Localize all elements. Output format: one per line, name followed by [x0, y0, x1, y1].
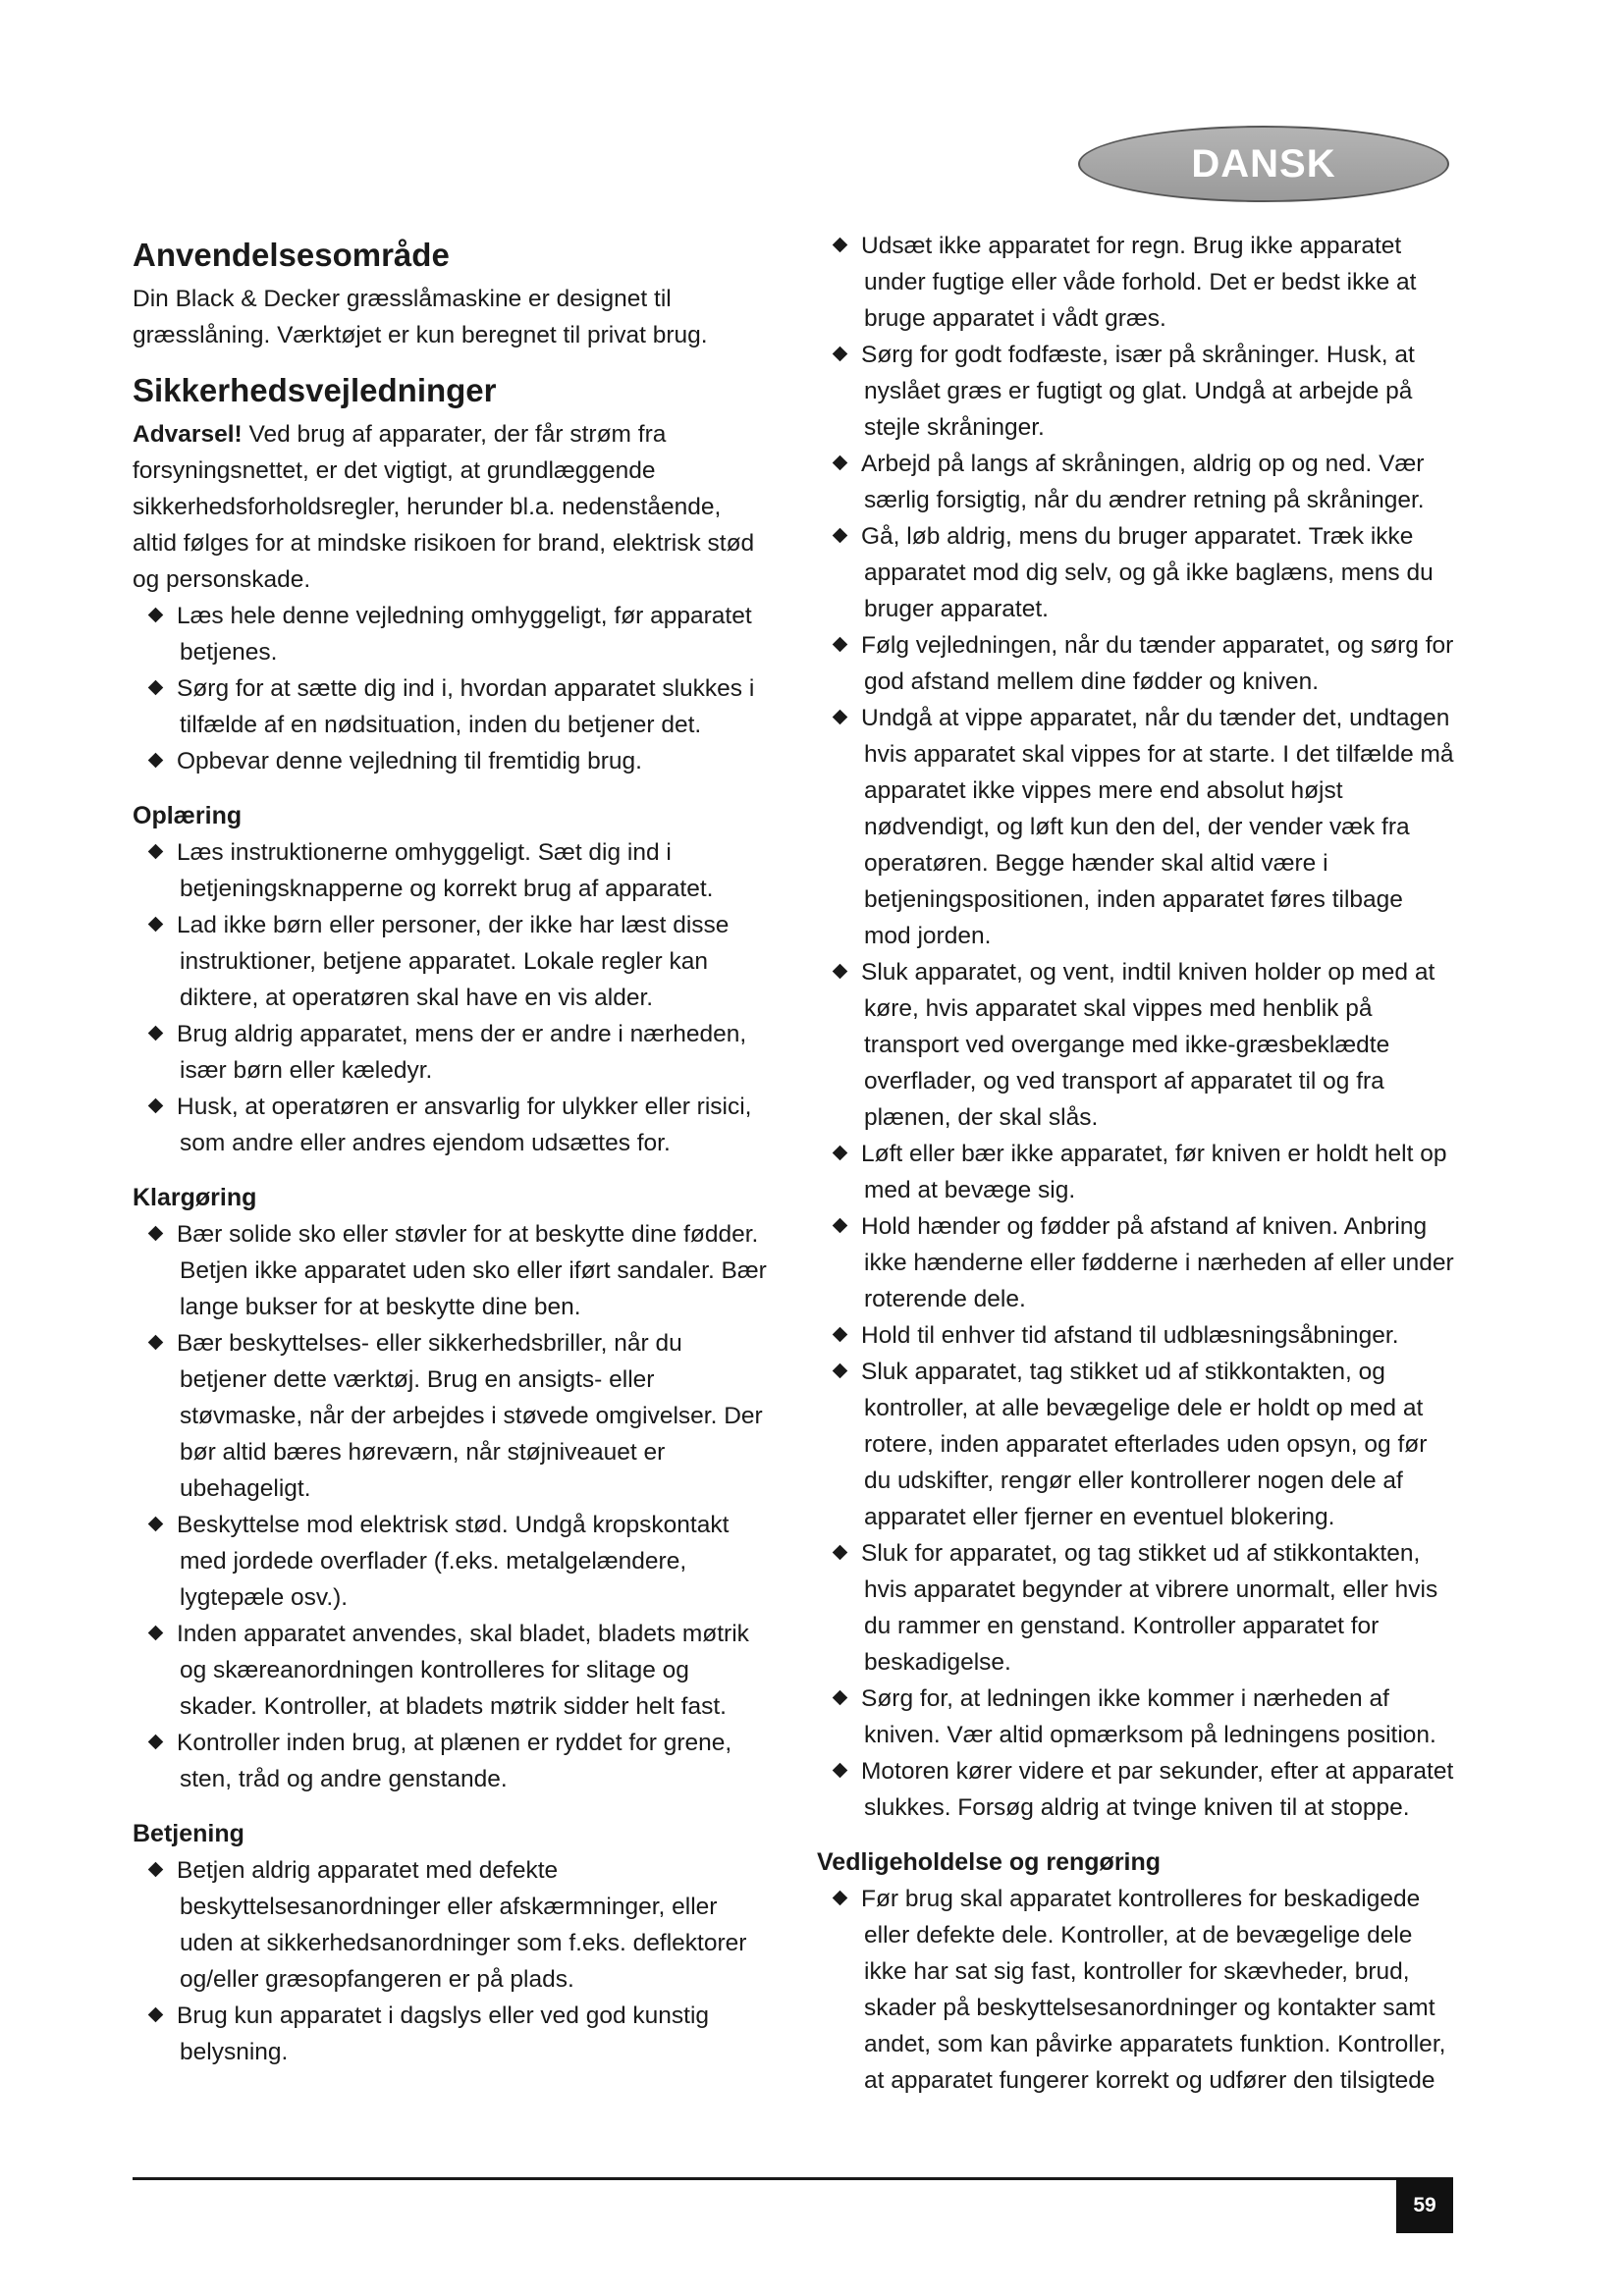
- bullet-icon: [833, 1891, 848, 1906]
- list-item: Sluk apparatet, og vent, indtil kniven holder op med at køre, hvis apparatet skal vippes med henblik på transport ved overgange med ikke-græsbeklædte overflader, og ved transport af apparatet til og fra plænen, der skal slås.: [817, 954, 1455, 1136]
- bullet-icon: [833, 1690, 848, 1706]
- list-item: Inden apparatet anvendes, skal bladet, bladets møtrik og skæreanordningen kontrolleres for slitage og skader. Kontroller, at bladets møtrik sidder helt fast.: [133, 1616, 771, 1725]
- bullet-icon: [833, 710, 848, 725]
- bullet-icon: [833, 1545, 848, 1561]
- bullet-icon: [148, 680, 164, 696]
- warning-text: Ved brug af apparater, der får strøm fra forsyningsnettet, er det vigtigt, at grundlæggende sikkerhedsforholdsregler, herunder bl.a. nedenstående, altid følges for at mindske risikoen for brand, elektrisk stød og personskade.: [133, 421, 755, 593]
- language-label: DANSK: [1191, 141, 1336, 186]
- bullet-icon: [833, 1363, 848, 1379]
- list-item: Undgå at vippe apparatet, når du tænder det, undtagen hvis apparatet skal vippes for at starte. I det tilfælde må apparatet ikke vippes mere end absolut højst nødvendigt, og løft kun den del, der vender væk fra operatøren. Begge hænder skal altid være i betjeningspositionen, inden apparatet føres tilbage mod jorden.: [817, 700, 1455, 954]
- preparation-heading: Klargøring: [133, 1184, 257, 1211]
- list-item: Sørg for godt fodfæste, især på skråninger. Husk, at nyslået græs er fugtigt og glat. Undgå at arbejde på stejle skråninger.: [817, 337, 1455, 446]
- maintenance-heading: Vedligeholdelse og rengøring: [817, 1848, 1162, 1876]
- list-item: Bær beskyttelses- eller sikkerhedsbriller, når du betjener dette værktøj. Brug en ansigts- eller støvmaske, når der arbejdes i støvede omgivelser. Der bør altid bæres høreværn, når støjniveauet er ubehageligt.: [133, 1325, 771, 1507]
- bullet-icon: [148, 1517, 164, 1532]
- bullet-icon: [833, 238, 848, 253]
- page-number: 59: [1396, 2178, 1453, 2233]
- intended-use-heading: Anvendelsesområde: [133, 237, 450, 273]
- list-item: Sørg for at sætte dig ind i, hvordan apparatet slukkes i tilfælde af en nødsituation, inden du betjener det.: [133, 670, 771, 743]
- list-item: Betjen aldrig apparatet med defekte beskyttelsesanordninger eller afskærmninger, eller uden at sikkerhedsanordninger som f.eks. deflektorer og/eller græsopfangeren er på plads.: [133, 1852, 771, 1998]
- operation-list: [133, 1852, 771, 2070]
- bullet-icon: [148, 1626, 164, 1641]
- bullet-icon: [833, 1146, 848, 1161]
- list-item: Løft eller bær ikke apparatet, før kniven er holdt helt op med at bevæge sig.: [817, 1136, 1455, 1208]
- list-item: Hold hænder og fødder på afstand af kniven. Anbring ikke hænderne eller fødderne i nærheden af eller under roterende dele.: [817, 1208, 1455, 1317]
- list-item: Læs instruktionerne omhyggeligt. Sæt dig ind i betjeningsknapperne og korrekt brug af apparatet.: [133, 834, 771, 907]
- list-item: Før brug skal apparatet kontrolleres for beskadigede eller defekte dele. Kontroller, at de bevægelige dele ikke har sat sig fast, kontroller for skævheder, brud, skader på beskyttelsesanordninger og kontakter samt andet, som kan påvirke apparatets funktion. Kontroller, at apparatet fungerer korrekt og udfører den tilsigtede: [817, 1881, 1455, 2099]
- bullet-icon: [148, 1862, 164, 1878]
- right-column: [817, 228, 1455, 2099]
- language-badge: [1078, 126, 1449, 202]
- bullet-icon: [833, 1327, 848, 1343]
- bullet-icon: [833, 528, 848, 544]
- list-item: Arbejd på langs af skråningen, aldrig op og ned. Vær særlig forsigtig, når du ændrer retning på skråninger.: [817, 446, 1455, 518]
- bullet-icon: [833, 347, 848, 362]
- bullet-icon: [148, 608, 164, 623]
- list-item: Følg vejledningen, når du tænder apparatet, og sørg for god afstand mellem dine fødder og kniven.: [817, 627, 1455, 700]
- list-item: Motoren kører videre et par sekunder, efter at apparatet slukkes. Forsøg aldrig at tvinge kniven til at stoppe.: [817, 1753, 1455, 1826]
- preparation-list: [133, 1216, 771, 1797]
- list-item: Sluk for apparatet, og tag stikket ud af stikkontakten, hvis apparatet begynder at vibrere unormalt, eller hvis du rammer en genstand. Kontroller apparatet for beskadigelse.: [817, 1535, 1455, 1681]
- bullet-icon: [148, 1735, 164, 1750]
- list-item: Sluk apparatet, tag stikket ud af stikkontakten, og kontroller, at alle bevægelige dele er holdt op med at rotere, inden apparatet efterlades uden opsyn, og før du udskifter, rengør eller kontrollerer nogen dele af apparatet eller fjerner en eventuel blokering.: [817, 1354, 1455, 1535]
- bullet-icon: [833, 455, 848, 471]
- bullet-icon: [148, 917, 164, 933]
- training-list: [133, 834, 771, 1161]
- list-item: Læs hele denne vejledning omhyggeligt, før apparatet betjenes.: [133, 598, 771, 670]
- bullet-icon: [148, 1098, 164, 1114]
- bullet-icon: [833, 1763, 848, 1779]
- training-heading: Oplæring: [133, 802, 243, 829]
- left-column: [133, 228, 771, 2070]
- safety-list: [133, 598, 771, 779]
- warning-label: Advarsel!: [133, 421, 243, 448]
- list-item: Brug kun apparatet i dagslys eller ved god kunstig belysning.: [133, 1998, 771, 2070]
- list-item: Gå, løb aldrig, mens du bruger apparatet. Træk ikke apparatet mod dig selv, og gå ikke baglæns, mens du bruger apparatet.: [817, 518, 1455, 627]
- bullet-icon: [833, 637, 848, 653]
- list-item: Brug aldrig apparatet, mens der er andre i nærheden, især børn eller kæledyr.: [133, 1016, 771, 1089]
- safety-heading: Sikkerhedsvejledninger: [133, 372, 497, 408]
- operation-list-continued: [817, 228, 1455, 1826]
- bullet-icon: [148, 2007, 164, 2023]
- bullet-icon: [148, 1335, 164, 1351]
- intended-use-text: Din Black & Decker græsslåmaskine er designet til græsslåning. Værktøjet er kun beregnet til privat brug.: [133, 286, 708, 348]
- bullet-icon: [148, 1026, 164, 1041]
- bullet-icon: [833, 1218, 848, 1234]
- list-item: Opbevar denne vejledning til fremtidig brug.: [133, 743, 771, 779]
- list-item: Kontroller inden brug, at plænen er ryddet for grene, sten, tråd og andre genstande.: [133, 1725, 771, 1797]
- maintenance-list: [817, 1881, 1455, 2099]
- bullet-icon: [148, 753, 164, 769]
- list-item: Beskyttelse mod elektrisk stød. Undgå kropskontakt med jordede overflader (f.eks. metalgelændere, lygtepæle osv.).: [133, 1507, 771, 1616]
- bullet-icon: [148, 1226, 164, 1242]
- list-item: Lad ikke børn eller personer, der ikke har læst disse instruktioner, betjene apparatet. Lokale regler kan diktere, at operatøren skal have en vis alder.: [133, 907, 771, 1016]
- list-item: Sørg for, at ledningen ikke kommer i nærheden af kniven. Vær altid opmærksom på ledningens position.: [817, 1681, 1455, 1753]
- bullet-icon: [148, 844, 164, 860]
- safety-warning: [133, 416, 771, 598]
- footer-rule: [133, 2177, 1453, 2180]
- operation-heading: Betjening: [133, 1820, 244, 1847]
- bullet-icon: [833, 964, 848, 980]
- list-item: Husk, at operatøren er ansvarlig for ulykker eller risici, som andre eller andres ejendom udsættes for.: [133, 1089, 771, 1161]
- list-item: Udsæt ikke apparatet for regn. Brug ikke apparatet under fugtige eller våde forhold. Det er bedst ikke at bruge apparatet i vådt græs.: [817, 228, 1455, 337]
- list-item: Hold til enhver tid afstand til udblæsningsåbninger.: [817, 1317, 1455, 1354]
- list-item: Bær solide sko eller støvler for at beskytte dine fødder. Betjen ikke apparatet uden sko eller iført sandaler. Bær lange bukser for at beskytte dine ben.: [133, 1216, 771, 1325]
